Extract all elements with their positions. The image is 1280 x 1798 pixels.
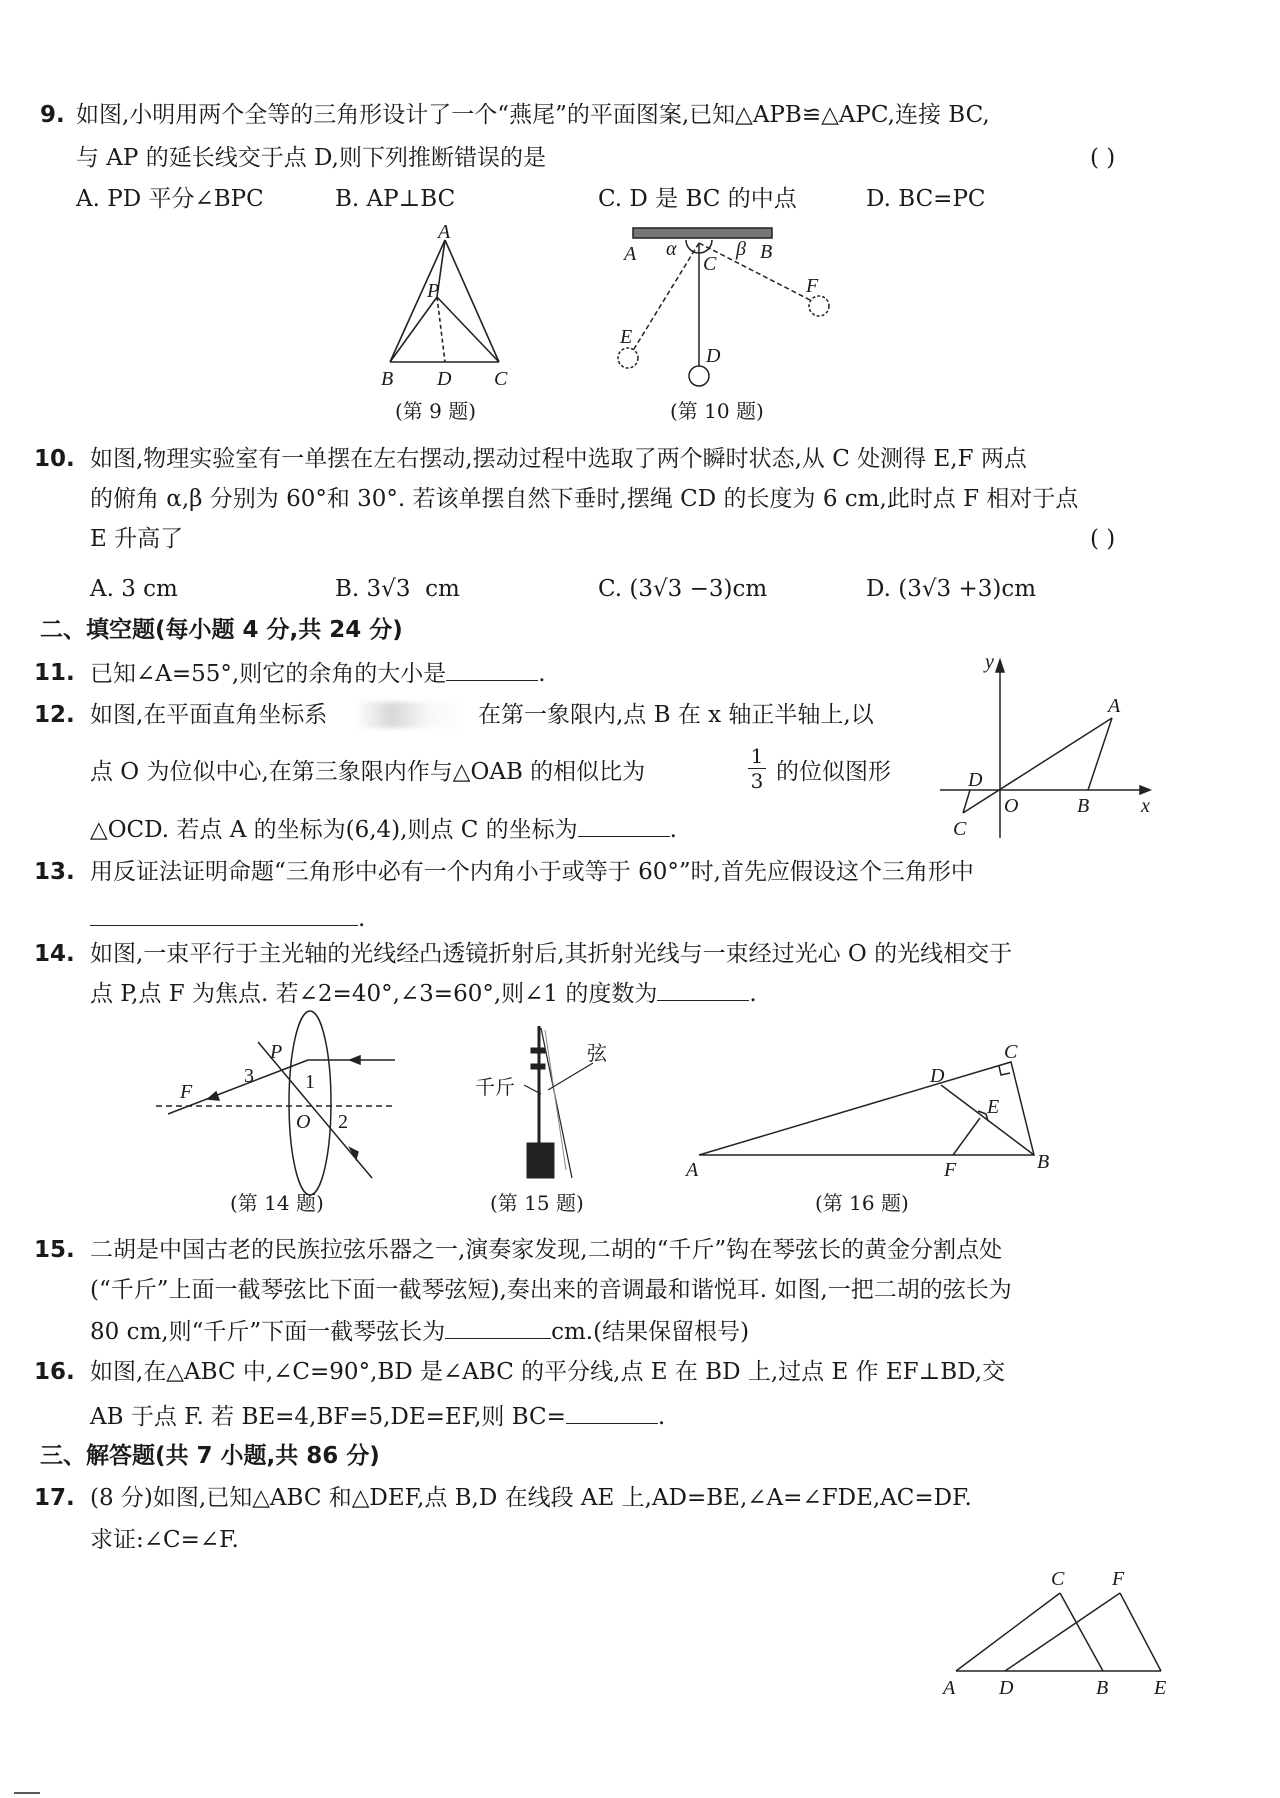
- label-D: D: [999, 1677, 1014, 1699]
- question-number: 14.: [34, 941, 75, 967]
- label-P: P: [270, 1041, 283, 1063]
- figure-14: [156, 1011, 395, 1195]
- answer-blank[interactable]: [578, 814, 670, 837]
- figure-caption: (第 9 题): [395, 399, 477, 423]
- question-text: [90, 814, 677, 845]
- label-A: A: [624, 243, 637, 265]
- question-number: 16.: [34, 1359, 75, 1385]
- question-text: [90, 1401, 665, 1432]
- question-text: 的俯角 α,β 分别为 60°和 30°. 若该单摆自然下垂时,摆绳 CD 的长度为 6 cm,此时点 F 相对于点: [90, 486, 1079, 512]
- label-E: E: [1154, 1677, 1167, 1699]
- option-b: B. 3√3 cm: [335, 576, 460, 602]
- label-B: B: [760, 241, 773, 263]
- question-number: 10.: [34, 446, 75, 472]
- question-text: 如图,小明用两个全等的三角形设计了一个“燕尾”的平面图案,已知△APB≌△APC,连接 BC,: [76, 102, 990, 128]
- label-alpha: α: [666, 238, 677, 260]
- label-y: y: [985, 651, 994, 673]
- figure-caption: (第 16 题): [815, 1191, 909, 1215]
- figure-16: [699, 1062, 1034, 1155]
- answer-blank[interactable]: [657, 978, 749, 1001]
- option-a: A. 3 cm: [90, 576, 178, 602]
- label-qianjin: 千斤: [475, 1077, 515, 1099]
- punct: .: [538, 661, 546, 687]
- question-number: 13.: [34, 859, 75, 885]
- question-text: 如图,在△ABC 中,∠C=90°,BD 是∠ABC 的平分线,点 E 在 BD 上,过点 E 作 EF⊥BD,交: [90, 1359, 1006, 1385]
- label-B: B: [381, 368, 394, 390]
- label-xian: 弦: [587, 1043, 607, 1065]
- figure-12: [940, 660, 1150, 838]
- answer-blank[interactable]: [566, 1401, 658, 1424]
- blurred-region: [355, 702, 465, 728]
- answer-blank[interactable]: [445, 1316, 551, 1339]
- label-B: B: [1096, 1677, 1109, 1699]
- label-1: 1: [305, 1071, 315, 1093]
- question-text: 如图,一束平行于主光轴的光线经凸透镜折射后,其折射光线与一束经过光心 O 的光线相交于: [90, 941, 1013, 967]
- label-D: D: [437, 368, 452, 390]
- punct: .: [358, 906, 366, 932]
- label-D: D: [930, 1065, 945, 1087]
- label-E: E: [987, 1096, 1000, 1118]
- label-beta: β: [736, 238, 746, 260]
- label-A: A: [943, 1677, 956, 1699]
- label-C: C: [1004, 1041, 1018, 1063]
- question-text-part: AB 于点 F. 若 BE=4,BF=5,DE=EF,则 BC=: [90, 1404, 566, 1430]
- fraction-denominator: 3: [750, 769, 764, 793]
- option-b: B. AP⊥BC: [335, 186, 456, 212]
- answer-blank[interactable]: [90, 903, 358, 926]
- answer-blank[interactable]: [446, 658, 538, 681]
- label-D: D: [706, 345, 721, 367]
- question-text: (8 分)如图,已知△ABC 和△DEF,点 B,D 在线段 AE 上,AD=BE,∠A=∠FDE,AC=DF.: [90, 1485, 972, 1511]
- label-F: F: [806, 275, 819, 297]
- option-d: D. (3√3 +3)cm: [866, 576, 1037, 602]
- label-O: O: [1004, 795, 1019, 817]
- label-P: P: [427, 280, 440, 302]
- label-E: E: [620, 326, 633, 348]
- option-d: D. BC=PC: [866, 186, 986, 212]
- question-text-part: cm.(结果保留根号): [551, 1319, 750, 1345]
- section-heading: 三、解答题(共 7 小题,共 86 分): [40, 1443, 380, 1469]
- question-number: 17.: [34, 1485, 75, 1511]
- question-number: 12.: [34, 702, 75, 728]
- option-a: A. PD 平分∠BPC: [76, 186, 264, 212]
- answer-paren: ( ): [1090, 526, 1116, 552]
- question-text: 求证:∠C=∠F.: [90, 1527, 239, 1553]
- question-text: 已知∠A=55°,则它的余角的大小是: [90, 661, 447, 687]
- question-text-part: △OCD. 若点 A 的坐标为(6,4),则点 C 的坐标为: [90, 817, 578, 843]
- label-3: 3: [244, 1065, 254, 1087]
- option-c: C. (3√3 −3)cm: [598, 576, 768, 602]
- question-text: (“千斤”上面一截琴弦比下面一截琴弦短),奏出来的音调最和谐悦耳. 如图,一把二胡的弦长为: [90, 1277, 1012, 1303]
- question-text: [90, 978, 757, 1009]
- label-2: 2: [338, 1111, 348, 1133]
- label-B: B: [1037, 1151, 1050, 1173]
- figure-17: [956, 1593, 1161, 1671]
- question-text: 用反证法证明命题“三角形中必有一个内角小于或等于 60°”时,首先应假设这个三角形中: [90, 859, 974, 885]
- option-c: C. D 是 BC 的中点: [598, 186, 797, 212]
- question-text: 如图,在平面直角坐标系: [90, 702, 328, 728]
- label-x: x: [1141, 795, 1150, 817]
- question-text: 的位似图形: [776, 759, 891, 785]
- punct: .: [657, 1404, 666, 1430]
- question-text: E 升高了: [90, 526, 184, 552]
- section-heading: 二、填空题(每小题 4 分,共 24 分): [40, 617, 403, 643]
- label-D: D: [968, 769, 983, 791]
- label-B: B: [1077, 795, 1090, 817]
- answer-paren: ( ): [1090, 145, 1116, 171]
- label-F: F: [180, 1081, 193, 1103]
- question-text: 点 O 为位似中心,在第三象限内作与△OAB 的相似比为: [90, 759, 646, 785]
- figure-9: [390, 240, 499, 362]
- punct: .: [749, 981, 757, 1007]
- question-text-part: 80 cm,则“千斤”下面一截琴弦长为: [90, 1319, 446, 1345]
- question-number: 11.: [34, 660, 75, 686]
- question-text-part: 点 P,点 F 为焦点. 若∠2=40°,∠3=60°,则∠1 的度数为: [90, 981, 658, 1007]
- label-C: C: [703, 253, 717, 275]
- question-11: [90, 658, 546, 689]
- label-C: C: [1051, 1568, 1065, 1590]
- question-text: 如图,物理实验室有一单摆在左右摆动,摆动过程中选取了两个瞬时状态,从 C 处测得 E,F 两点: [90, 446, 1027, 472]
- fraction-numerator: 1: [748, 744, 766, 769]
- label-A: A: [438, 221, 451, 243]
- question-text: [90, 1316, 749, 1347]
- label-F: F: [944, 1159, 957, 1181]
- answer-line: [90, 903, 365, 934]
- label-C: C: [953, 818, 967, 840]
- label-F: F: [1112, 1568, 1125, 1590]
- label-A: A: [1108, 695, 1121, 717]
- punct: .: [669, 817, 677, 843]
- label-O: O: [296, 1111, 311, 1133]
- figure-caption: (第 15 题): [490, 1191, 584, 1215]
- figure-caption: (第 14 题): [230, 1191, 324, 1215]
- question-number: 9.: [40, 102, 65, 128]
- figure-15-erhu: [524, 1026, 593, 1178]
- figure-caption: (第 10 题): [670, 399, 764, 423]
- fraction: [748, 744, 766, 793]
- label-C: C: [494, 368, 508, 390]
- label-A: A: [686, 1159, 699, 1181]
- figure-10: [618, 228, 829, 386]
- question-text: 与 AP 的延长线交于点 D,则下列推断错误的是: [76, 145, 546, 171]
- question-number: 15.: [34, 1237, 75, 1263]
- question-text: 在第一象限内,点 B 在 x 轴正半轴上,以: [478, 702, 874, 728]
- question-text: 二胡是中国古老的民族拉弦乐器之一,演奏家发现,二胡的“千斤”钩在琴弦长的黄金分割点处: [90, 1237, 1003, 1263]
